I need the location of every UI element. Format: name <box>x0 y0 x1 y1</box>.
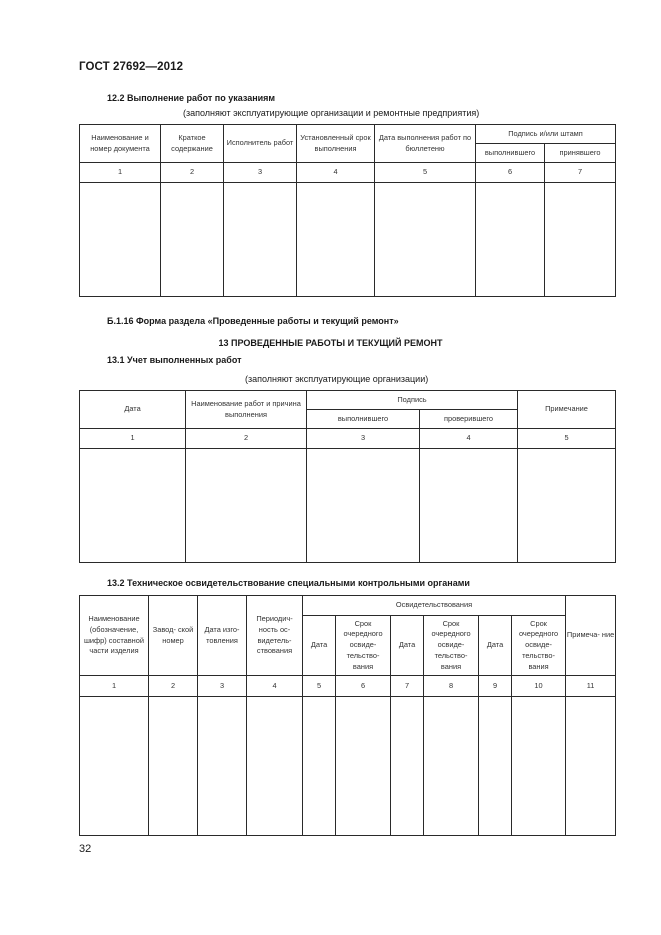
subcol-date: Дата <box>303 616 336 676</box>
col-number: 1 <box>80 163 161 183</box>
subcol-performer: выполнившего <box>476 144 545 163</box>
subcol-next-inspection: Срок очередного освиде- тельство- вания <box>336 616 391 676</box>
section-12-2-title: 12.2 Выполнение работ по указаниям <box>107 93 276 103</box>
col-number: 10 <box>512 676 566 697</box>
col-work-name: Наименование работ и причина выполнения <box>186 391 307 429</box>
empty-cell <box>247 697 303 836</box>
col-executor: Исполнитель работ <box>224 125 297 163</box>
col-inspections: Освидетельствования <box>303 596 566 616</box>
col-deadline: Установленный срок выполнения <box>297 125 375 163</box>
col-number: 7 <box>545 163 616 183</box>
col-number: 4 <box>420 429 518 449</box>
empty-cell <box>80 697 149 836</box>
col-number: 5 <box>518 429 616 449</box>
col-number: 1 <box>80 676 149 697</box>
page-number: 32 <box>79 843 92 855</box>
col-number: 4 <box>247 676 303 697</box>
subcol-performer: выполнившего <box>307 410 420 429</box>
form-b116-title: Б.1.16 Форма раздела «Проведенные работы и текущий ремонт» <box>107 316 399 326</box>
col-doc-name: Наименование и номер документа <box>80 125 161 163</box>
empty-cell <box>161 183 224 297</box>
col-number: 2 <box>149 676 198 697</box>
col-number: 6 <box>476 163 545 183</box>
col-number: 5 <box>375 163 476 183</box>
empty-cell <box>224 183 297 297</box>
empty-cell <box>545 183 616 297</box>
empty-cell <box>307 449 420 563</box>
empty-cell <box>303 697 336 836</box>
col-number: 1 <box>80 429 186 449</box>
empty-cell <box>80 449 186 563</box>
empty-cell <box>512 697 566 836</box>
section-12-2-note: (заполняют эксплуатирующие организации и ремонтные предприятия) <box>183 108 480 118</box>
subcol-checker: проверившего <box>420 410 518 429</box>
col-inspection-period: Периодич- ность ос- видетель- ствования <box>247 596 303 676</box>
empty-cell <box>375 183 476 297</box>
col-date: Дата <box>80 391 186 429</box>
empty-cell <box>479 697 512 836</box>
subcol-next-inspection: Срок очередного освиде- тельство- вания <box>424 616 479 676</box>
col-bulletin-date: Дата выполнения работ по бюллетеню <box>375 125 476 163</box>
empty-cell <box>518 449 616 563</box>
col-number: 2 <box>161 163 224 183</box>
empty-cell <box>297 183 375 297</box>
empty-cell <box>186 449 307 563</box>
completed-works-table <box>79 390 616 563</box>
section-13-2-title: 13.2 Техническое освидетельствование специальными контрольными органами <box>107 578 470 588</box>
empty-cell <box>80 183 161 297</box>
works-by-instructions-table <box>79 124 616 297</box>
col-serial-number: Завод- ской номер <box>149 596 198 676</box>
empty-cell <box>424 697 479 836</box>
col-number: 9 <box>479 676 512 697</box>
col-number: 3 <box>307 429 420 449</box>
empty-cell <box>336 697 391 836</box>
col-number: 8 <box>424 676 479 697</box>
col-number: 2 <box>186 429 307 449</box>
col-signature: Подпись <box>307 391 518 410</box>
section-13-heading: 13 ПРОВЕДЕННЫЕ РАБОТЫ И ТЕКУЩИЙ РЕМОНТ <box>218 338 443 348</box>
subcol-next-inspection: Срок очередного освиде- тельство- вания <box>512 616 566 676</box>
empty-cell <box>476 183 545 297</box>
col-number: 7 <box>391 676 424 697</box>
technical-inspection-table <box>79 595 616 836</box>
col-component-name: Наименование (обозначение, шифр) составной части изделия <box>80 596 149 676</box>
empty-cell <box>198 697 247 836</box>
empty-cell <box>566 697 616 836</box>
col-number: 4 <box>297 163 375 183</box>
col-remark: Примечание <box>518 391 616 429</box>
col-manufacture-date: Дата изго- товления <box>198 596 247 676</box>
col-number: 3 <box>224 163 297 183</box>
empty-cell <box>420 449 518 563</box>
document-standard-header: ГОСТ 27692—2012 <box>79 61 184 73</box>
empty-cell <box>149 697 198 836</box>
col-number: 5 <box>303 676 336 697</box>
subcol-acceptor: принявшего <box>545 144 616 163</box>
subcol-date: Дата <box>391 616 424 676</box>
col-number: 11 <box>566 676 616 697</box>
section-13-1-note: (заполняют эксплуатирующие организации) <box>245 374 429 384</box>
col-number: 6 <box>336 676 391 697</box>
col-signature-stamp: Подпись и/или штамп <box>476 125 616 144</box>
empty-cell <box>391 697 424 836</box>
col-number: 3 <box>198 676 247 697</box>
section-13-1-title: 13.1 Учет выполненных работ <box>107 355 242 365</box>
col-remark: Примеча- ние <box>566 596 616 676</box>
subcol-date: Дата <box>479 616 512 676</box>
col-summary: Краткое содержание <box>161 125 224 163</box>
